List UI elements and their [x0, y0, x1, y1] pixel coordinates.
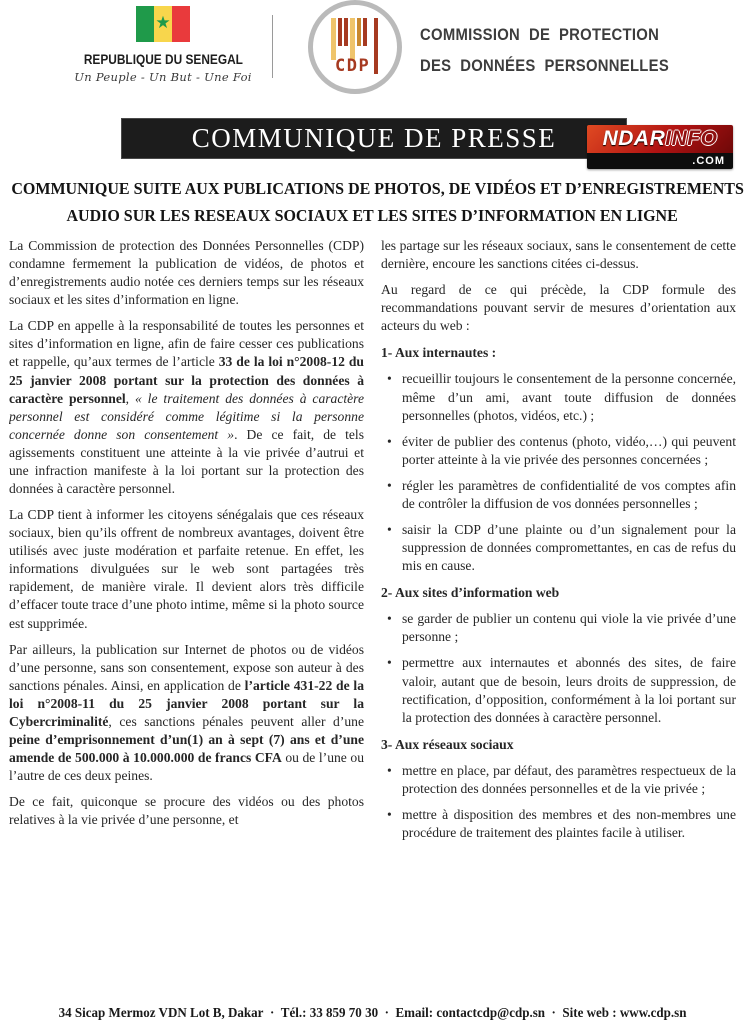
country-name: REPUBLIQUE DU SENEGAL — [83, 52, 243, 67]
ndarinfo-com-text: .COM — [587, 153, 733, 169]
org-name-line1: COMMISSION DE PROTECTION — [420, 26, 660, 44]
list-item — [381, 806, 736, 842]
document-footer — [0, 1004, 745, 1022]
text-segment: , — [125, 390, 135, 406]
list-item — [381, 762, 736, 798]
text-segment-bold: l’article 431-22 de la loi n°2008-11 du 25 janvier 2008 portant sur la Cybercriminalité — [9, 677, 364, 729]
body-left-column — [9, 237, 364, 995]
section-internautes — [381, 344, 736, 575]
bullet-icon: • — [387, 371, 392, 387]
section-sites-information — [381, 584, 736, 727]
footer-line — [59, 1006, 687, 1022]
footer-separator: · — [551, 1006, 556, 1021]
list-item-text: permettre aux internautes et abonnés des sites, de faire valoir, autant que de besoin, leurs droits de suppression, de rectification, d’opposition, conformément à la loi portant sur la protection des données à caractère personnel. — [402, 655, 736, 725]
bullet-icon: • — [387, 807, 392, 823]
list-item — [381, 610, 736, 646]
document-header — [0, 0, 745, 112]
bullet-icon: • — [387, 655, 392, 671]
press-banner — [121, 118, 627, 159]
list-item-text: régler les paramètres de confidentialité de vos comptes afin de contrôler la diffusion de vos données personnelles ; — [402, 477, 736, 511]
text-segment: . De ce fait, de tels agissements constituent une atteinte à la vie privée d’autrui et une infraction manifeste à la loi portant sur la protection des données à caractère personnel. — [9, 426, 364, 497]
list-item-text: se garder de publier un contenu qui viole la vie privée d’une personne ; — [402, 611, 736, 645]
list-item-text: éviter de publier des contenus (photo, vidéo,…) qui peuvent porter atteinte à la vie privée des personnes concernées ; — [402, 433, 736, 467]
footer-email: contactcdp@cdp.sn — [436, 1006, 545, 1021]
paragraph-7: Au regard de ce qui précède, la CDP formule des recommandations pouvant servir de mesures d’orientation aux acteurs du web : — [381, 282, 736, 334]
text-segment: , ces sanctions pénales peuvent aller d’une — [108, 713, 364, 729]
paragraph-3: La CDP tient à informer les citoyens sénégalais que ces réseaux sociaux, bien qu’ils offrent de nombreux avantages, doivent être utilisés avec juste modération et parfaite retenue. En effet, les informations divulguées sur le web sont partagées très rapidement, de manière virale. Il devient alors très difficile d’effacer toute trace d’une photo intime, même si la photo source est supprimée. — [9, 507, 364, 631]
list-item-text: saisir la CDP d’une plainte ou d’un signalement pour la suppression de données compromettantes, en cas de refus du mis en cause. — [402, 522, 736, 574]
list-item — [381, 433, 736, 469]
national-motto: Un Peuple - Un But - Une Foi — [74, 70, 252, 84]
organization-name — [420, 26, 697, 76]
government-block — [73, 6, 253, 84]
list-item-text: mettre à disposition des membres et des non-membres une procédure de traitement des plaintes facile à utiliser. — [402, 807, 736, 841]
section-heading-3: 3- Aux réseaux sociaux — [381, 736, 514, 752]
text-segment: Par ailleurs, la publication sur Internet de photos ou de vidéos d’une personne, sans son consentement, expose son auteur à des sanctions pénales. Ainsi, en application de — [9, 641, 364, 693]
body-right-column — [381, 237, 736, 995]
ndarinfo-info-text: INFO — [665, 127, 718, 150]
bullet-icon: • — [387, 522, 392, 538]
paragraph-2 — [9, 317, 364, 498]
footer-email-label: Email: — [395, 1006, 434, 1021]
paragraph-4 — [9, 641, 364, 786]
list-item — [381, 370, 736, 424]
text-segment: La CDP en appelle à la responsabilité de toutes les personnes et sites d’information en ligne, afin de faire cesser ces publications et rappelle, qu’aux termes de l’article — [9, 318, 364, 370]
headline-line1: COMMUNIQUE SUITE AUX PUBLICATIONS DE PHOTOS, DE VIDÉOS ET D’ENREGISTREMENTS — [11, 179, 744, 198]
ndarinfo-logo — [587, 125, 733, 169]
headline-line2: AUDIO SUR LES RESEAUX SOCIAUX ET LES SITES D’INFORMATION EN LIGNE — [66, 205, 679, 225]
section-heading-2: 2- Aux sites d’information web — [381, 585, 560, 601]
list-item — [381, 654, 736, 726]
org-name-line2: DES DONNÉES PERSONNELLES — [420, 57, 670, 75]
flag-stripe-red — [172, 6, 190, 42]
ndarinfo-ndar-text: NDAR — [602, 127, 666, 150]
star-icon: ★ — [155, 12, 171, 33]
text-segment-italic: « le traitement des données à caractère personnel est considéré comme légitime si la personne concernée donne son consentement » — [9, 390, 364, 442]
footer-phone: Tél.: 33 859 70 30 — [280, 1006, 379, 1021]
section-heading-1: 1- Aux internautes : — [381, 345, 497, 361]
footer-separator: · — [384, 1006, 389, 1021]
bullet-icon: • — [387, 433, 392, 449]
list-item-text: mettre en place, par défaut, des paramètres respectueux de la protection des données personnelles et de la vie privée ; — [402, 762, 736, 796]
flag-stripe-green — [136, 6, 154, 42]
text-segment-bold: peine d’emprisonnement d’un(1) an à sept (7) ans et d’une amende de 500.000 à 10.000.000 de francs CFA — [9, 732, 364, 766]
headline — [0, 176, 745, 229]
paragraph-6: les partage sur les réseaux sociaux, sans le consentement de cette dernière, encoure les sanctions citées ci-dessus. — [381, 238, 736, 272]
flag-stripe-yellow — [154, 6, 172, 42]
bullet-icon: • — [387, 611, 392, 627]
senegal-flag — [136, 6, 190, 42]
footer-separator: · — [269, 1006, 275, 1021]
list-item — [381, 521, 736, 575]
press-banner-title: COMMUNIQUE DE PRESSE — [191, 123, 557, 153]
header-divider — [272, 15, 273, 78]
list-item — [381, 477, 736, 513]
section-reseaux-sociaux — [381, 736, 736, 842]
footer-website: www.cdp.sn — [619, 1006, 687, 1021]
ndarinfo-wordmark — [587, 125, 733, 153]
bullet-icon: • — [387, 477, 392, 493]
text-segment: ou de l’une ou l’autre de ces deux peines. — [9, 750, 364, 784]
text-segment-bold: 33 de la loi n°2008-12 du 25 janvier 2008 portant sur la protection des données à caractère personnel — [9, 354, 364, 406]
cdp-logo-barcode — [313, 5, 397, 89]
paragraph-5: De ce fait, quiconque se procure des vidéos ou des photos relatives à la vie privée d’une personne, et — [9, 794, 364, 828]
cdp-logo — [308, 0, 402, 94]
cdp-logo-text: CDP — [335, 56, 371, 76]
list-item-text: recueillir toujours le consentement de la personne concernée, même d’un ami, avant toute diffusion de données personnelles (photos, vidéos, etc.) ; — [402, 371, 736, 423]
footer-web-label: Site web : — [562, 1006, 617, 1021]
footer-address: 34 Sicap Mermoz VDN Lot B, Dakar — [58, 1006, 264, 1021]
paragraph-1: La Commission de protection des Données Personnelles (CDP) condamne fermement la publication de vidéos, de photos et d’enregistrements audio notée ces derniers temps sur les réseaux sociaux et les sites d’information en ligne. — [9, 238, 364, 308]
bullet-icon: • — [387, 762, 392, 778]
